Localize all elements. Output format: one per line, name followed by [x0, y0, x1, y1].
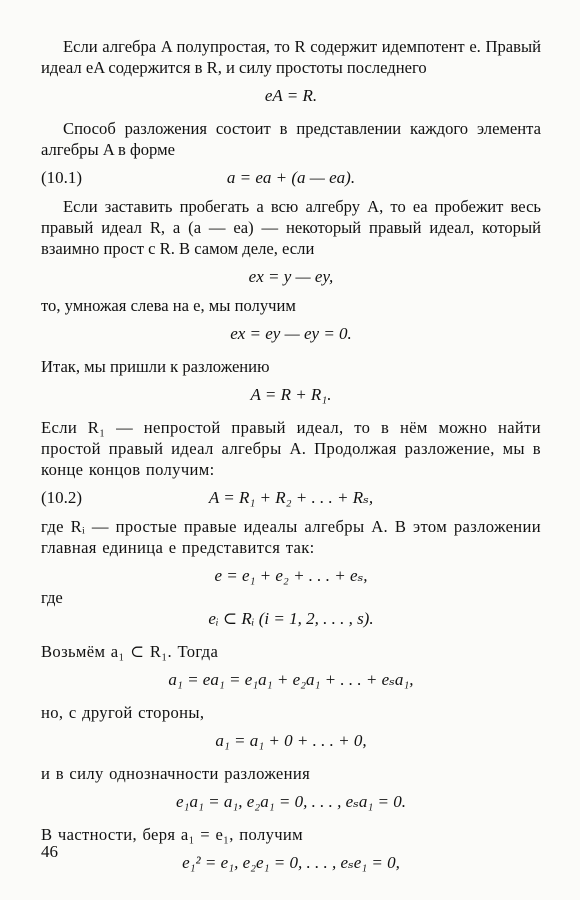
- equation-number: (10.1): [41, 168, 83, 187]
- paragraph: но, с другой стороны,: [41, 703, 205, 722]
- page-number: 46: [41, 842, 58, 861]
- paragraph: Итак, мы пришли к разложению: [41, 357, 270, 376]
- equation: [41, 85, 541, 107]
- equation-body: e₁² = e₁, e₂e₁ = 0, . . . , eₛe₁ = 0,: [182, 853, 400, 872]
- paragraph: В частности, беря a₁ = e₁, получим: [41, 825, 304, 844]
- equation: [41, 323, 541, 345]
- equation-body: A = R₁ + R₂ + . . . + Rₛ,: [208, 488, 374, 507]
- paragraph: Если заставить пробегать a всю алгебру A, то ea пробежит весь правый идеал R, а (a — ea) — некоторый правый идеал, который взаимно прост с R. В самом деле, если: [41, 197, 541, 258]
- equation: [41, 669, 541, 691]
- equation: [41, 730, 541, 752]
- equation-body: A = R + R₁.: [250, 385, 332, 404]
- equation: [41, 565, 541, 587]
- numbered-equation: [41, 167, 541, 189]
- numbered-equation: [41, 487, 541, 509]
- page-body: [41, 36, 541, 874]
- equation-body: a₁ = ea₁ = e₁a₁ + e₂a₁ + . . . + eₛa₁,: [168, 670, 414, 689]
- equation-body: e₁a₁ = a₁, e₂a₁ = 0, . . . , eₛa₁ = 0.: [176, 792, 406, 811]
- equation: [41, 384, 541, 406]
- equation-body: ex = y — ey,: [248, 267, 334, 286]
- equation-body: a₁ = a₁ + 0 + . . . + 0,: [215, 731, 367, 750]
- equation-body: ex = ey — ey = 0.: [230, 324, 352, 343]
- paragraph: где: [41, 588, 63, 607]
- equation-body: eᵢ ⊂ Rᵢ (i = 1, 2, . . . , s).: [208, 609, 374, 628]
- equation-body: eA = R.: [264, 86, 318, 105]
- equation: [41, 791, 541, 813]
- equation: [41, 266, 541, 288]
- paragraph: то, умножая слева на e, мы получим: [41, 296, 296, 315]
- equation: [41, 852, 541, 874]
- equation-number: (10.2): [41, 488, 83, 507]
- paragraph: Если R₁ — непростой правый идеал, то в нём можно найти простой правый идеал алгебры A. Продолжая разложение, мы в конце концов получим:: [41, 418, 541, 479]
- paragraph: и в силу однозначности разложения: [41, 764, 311, 783]
- paragraph: Если алгебра A полупростая, то R содержит идемпотент e. Правый идеал eA содержится в R, и силу простоты последнего: [41, 37, 541, 77]
- equation-body: e = e₁ + e₂ + . . . + eₛ,: [214, 566, 368, 585]
- paragraph: где Rᵢ — простые правые идеалы алгебры A. В этом разложении главная единица e представится так:: [41, 517, 541, 557]
- paragraph: Возьмём a₁ ⊂ R₁. Тогда: [41, 642, 219, 661]
- paragraph: Способ разложения состоит в представлении каждого элемента алгебры A в форме: [41, 119, 541, 159]
- equation-body: a = ea + (a — ea).: [226, 168, 356, 187]
- equation: [41, 608, 541, 630]
